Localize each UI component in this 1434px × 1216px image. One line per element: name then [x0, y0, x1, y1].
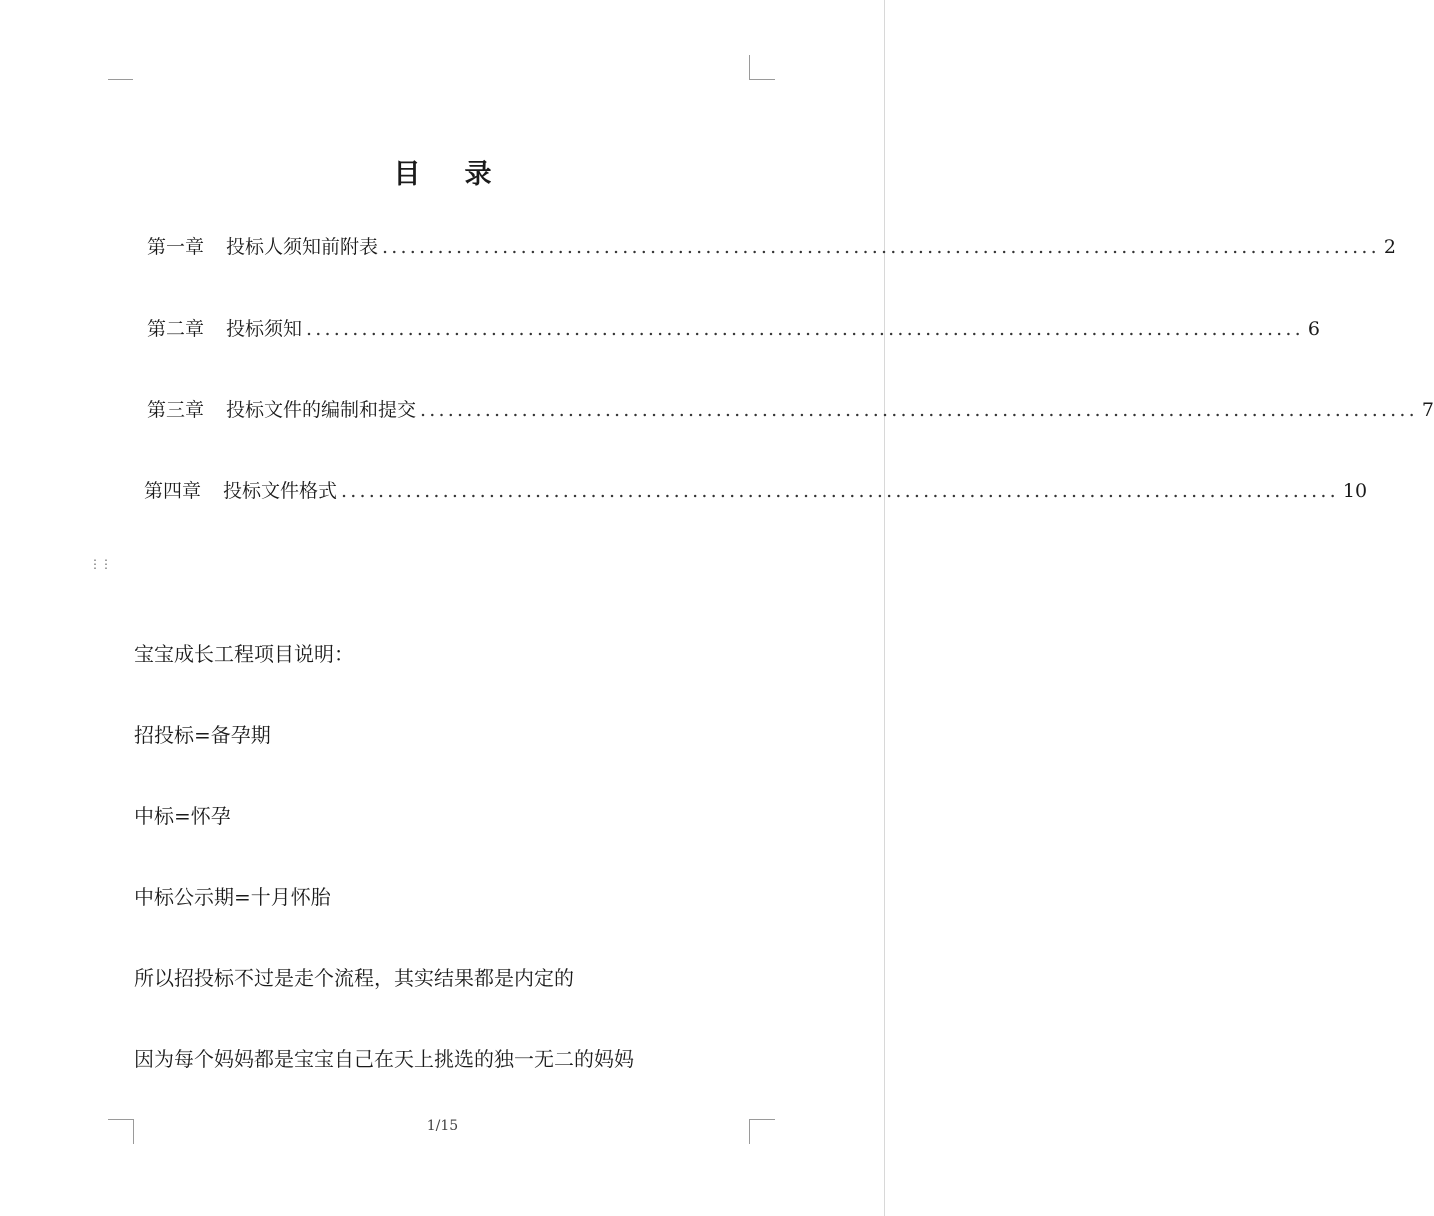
toc-page-number: 7: [1421, 399, 1434, 421]
toc-entry-title: 投标文件的编制和提交: [226, 399, 417, 421]
crop-mark-top-left: [108, 79, 133, 80]
toc-dot-leader: ............................................................................................................: [306, 318, 1304, 340]
page-indicator: 1/15: [426, 1118, 459, 1134]
toc-chapter-label: 第二章: [147, 318, 205, 340]
toc-entry[interactable]: [147, 232, 1396, 259]
toc-chapter-label: 第三章: [147, 399, 205, 421]
drag-handle-icon[interactable]: ⋮⋮: [89, 557, 111, 571]
body-paragraph: 中标公示期=十月怀胎: [134, 885, 331, 909]
toc-entry-title: 投标文件格式: [223, 480, 338, 502]
body-paragraph: 因为每个妈妈都是宝宝自己在天上挑选的独一无二的妈妈: [134, 1047, 634, 1071]
toc-dot-leader: ............................................................................................................: [420, 399, 1418, 421]
toc-entry-title: 投标须知: [226, 318, 303, 340]
body-paragraph: 中标=怀孕: [134, 804, 231, 828]
body-paragraph: 所以招投标不过是走个流程，其实结果都是内定的: [134, 966, 574, 990]
toc-entry-title: 投标人须知前附表: [226, 236, 379, 258]
body-paragraph: 招投标=备孕期: [134, 723, 271, 747]
crop-mark-top-right: [749, 55, 775, 80]
toc-dot-leader: ............................................................................................................: [382, 236, 1380, 258]
toc-title: 目录: [393, 159, 536, 190]
toc-chapter-label: 第一章: [147, 236, 205, 258]
toc-entry[interactable]: [147, 314, 1320, 341]
body-paragraph: 宝宝成长工程项目说明：: [134, 642, 354, 666]
toc-entry[interactable]: [144, 476, 1368, 503]
toc-page-number: 6: [1307, 318, 1320, 340]
toc-chapter-label: 第四章: [144, 480, 202, 502]
toc-page-number: 10: [1342, 480, 1368, 502]
toc-page-number: 2: [1383, 236, 1396, 258]
toc-entry[interactable]: [147, 395, 1434, 422]
toc-dot-leader: ............................................................................................................: [341, 480, 1339, 502]
